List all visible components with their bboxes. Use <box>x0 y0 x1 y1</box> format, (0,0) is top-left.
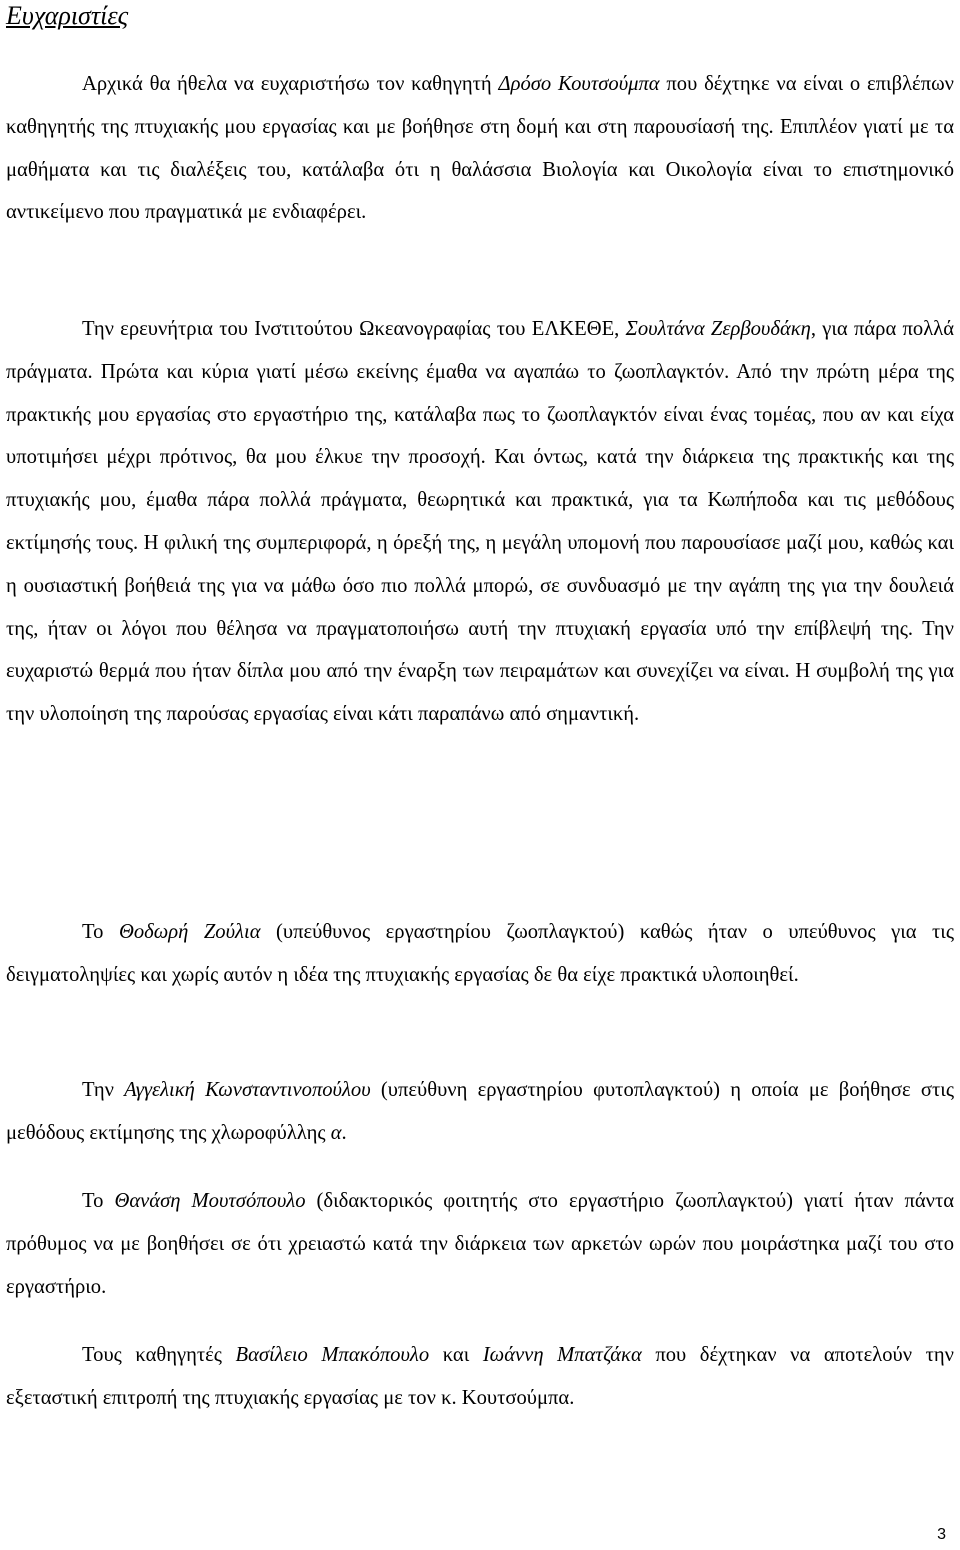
text-segment: , για πάρα πολλά πράγματα. Πρώτα και κύρια γιατί μέσω εκείνης έμαθα να αγαπάω το ζωοπλαγκτόν. Από την πρώτη μέρα της πρακτικής μου εργασίας στο εργαστήριο της, κατάλαβα πως το ζωοπλαγκτόν είναι ένας τομέας, που αν και είχα υποτιμήσει μέχρι πρότινος, θα μου έλκυε την προσοχή. Και όντως, κατά την διάρκεια της πρακτικής και της πτυχιακής μου, έμαθα πάρα πολλά πράγματα, θεωρητικά και πρακτικά, για τα Κωπήποδα και τις μεθόδους εκτίμησής τους. Η φιλική της συμπεριφορά, η όρεξή της, η μεγάλη υπομονή που παρουσίασε μαζί μου, καθώς και η ουσιαστική βοήθειά της για να μάθω όσο πιο πολλά μπορώ, σε συνδυασμό με την αγάπη της για την δουλειά της, ήταν οι λόγοι που θέλησα να πραγματοποιήσω αυτή την πτυχιακή εργασία υπό την επίβλεψή της. Την ευχαριστώ θερμά που ήταν δίπλα μου από την έναρξη των πειραμάτων και συνεχίζει να είναι. Η συμβολή της για την υλοποίηση της παρούσας εργασίας είναι κάτι παραπάνω από σημαντική. <box>6 318 954 726</box>
page-number: 3 <box>937 1526 946 1543</box>
section-heading: Ευχαριστίες <box>6 1 129 30</box>
symbol-italic: α <box>330 1121 342 1144</box>
text-segment: Το <box>82 921 119 943</box>
acknowledgement-paragraph <box>6 63 954 234</box>
acknowledgement-paragraph <box>6 308 954 736</box>
text-segment: Τους καθηγητές <box>82 1344 236 1366</box>
text-segment: (υπεύθυνος εργαστηρίου ζωοπλαγκτού) καθώς ήταν ο υπεύθυνος για τις δειγματοληψίες και χωρίς αυτόν η ιδέα της πτυχιακής εργασίας δε θα είχε πρακτικά υλοποιηθεί. <box>6 921 955 986</box>
text-segment: . <box>341 1121 347 1144</box>
name-italic: Αγγελική Κωνσταντινοπούλου <box>124 1079 371 1101</box>
text-segment: που δέχτηκαν να αποτελούν την εξεταστική επιτροπή της πτυχιακής εργασίας με τον κ. Κουτσούμπα. <box>6 1344 954 1409</box>
acknowledgement-paragraph <box>6 1180 954 1308</box>
text-segment: και <box>429 1344 483 1366</box>
text-segment: (διδακτορικός φοιτητής στο εργαστήριο ζωοπλαγκτού) γιατί ήταν πάντα πρόθυμος να με βοηθήσει σε ότι χρειαστώ κατά την διάρκεια των αρκετών ωρών που μοιράστηκα μαζί του στο εργαστήριο. <box>6 1190 955 1298</box>
acknowledgement-paragraph <box>6 1069 954 1155</box>
text-segment: Το <box>82 1190 115 1212</box>
acknowledgement-paragraph <box>6 1334 954 1420</box>
name-italic: Βασίλειο Μπακόπουλο <box>235 1344 430 1366</box>
document-page <box>6 0 954 1550</box>
name-italic: Ιωάννη Μπατζάκα <box>482 1344 642 1366</box>
text-segment: Την ερευνήτρια του Ινστιτούτου Ωκεανογραφίας του ΕΛΚΕΘΕ, <box>82 318 626 340</box>
text-segment: (υπεύθυνη εργαστηρίου φυτοπλαγκτού) η οποία με βοήθησε στις μεθόδους εκτίμησης της χλωροφύλλης <box>6 1079 954 1144</box>
name-italic: Θοδωρή Ζούλια <box>118 921 261 943</box>
text-segment: Την <box>82 1079 125 1101</box>
acknowledgement-paragraph <box>6 911 954 997</box>
name-italic: Θανάση Μουτσόπουλο <box>114 1190 306 1212</box>
name-italic: Σουλτάνα Ζερβουδάκη <box>625 318 811 340</box>
name-italic: Δρόσο Κουτσούμπα <box>498 73 660 95</box>
text-segment: Αρχικά θα ήθελα να ευχαριστήσω τον καθηγητή <box>82 73 499 95</box>
text-segment: που δέχτηκε να είναι ο επιβλέπων καθηγητής της πτυχιακής μου εργασίας και με βοήθησε στη δομή και στη παρουσίασή της. Επιπλέον γιατί με τα μαθήματα και τις διαλέξεις του, κατάλαβα ότι η θαλάσσια Βιολογία και Οικολογία είναι το επιστημονικό αντικείμενο που πραγματικά με ενδιαφέρει. <box>6 73 954 224</box>
